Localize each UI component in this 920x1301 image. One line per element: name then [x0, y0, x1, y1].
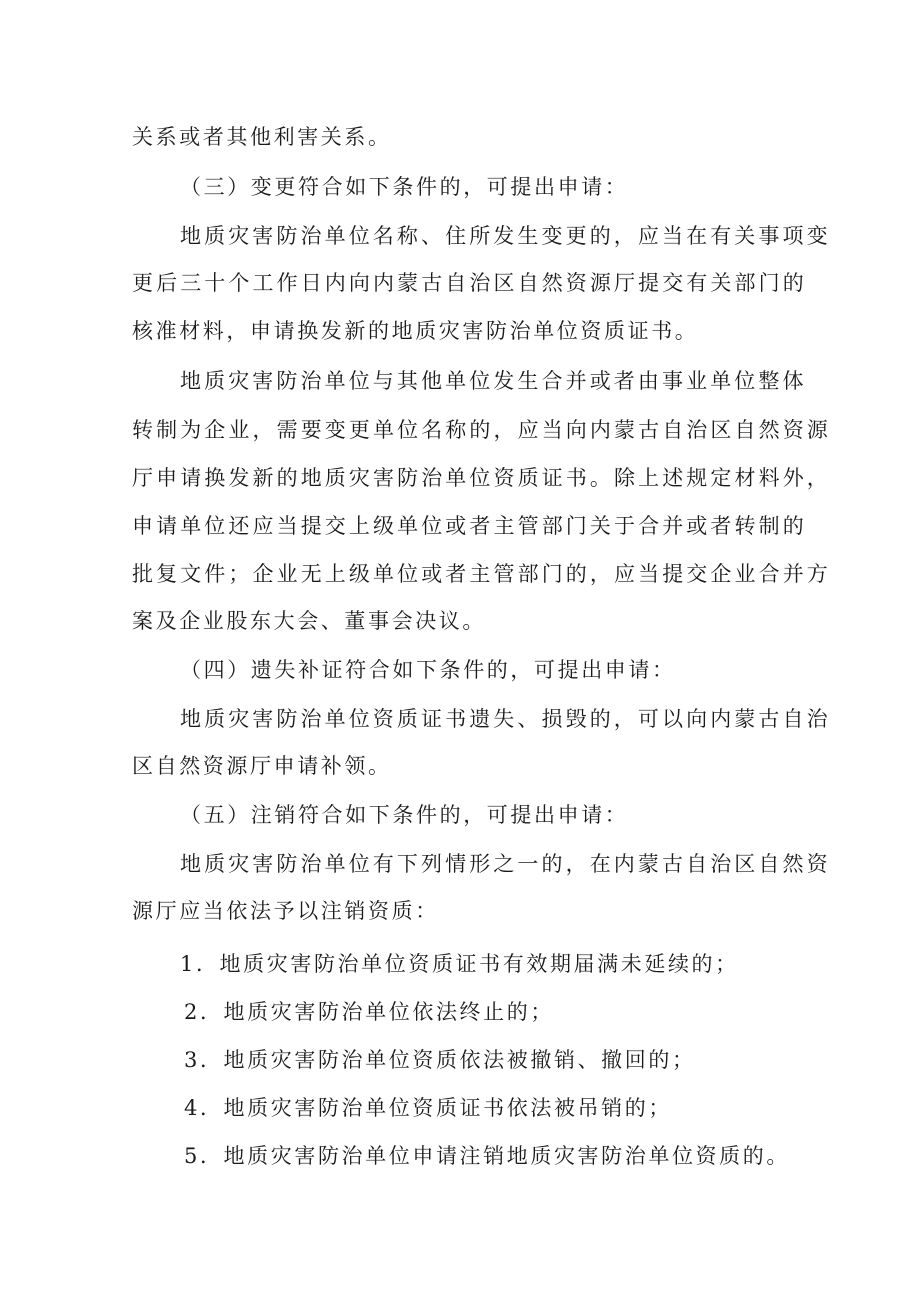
- paragraph-line: 更后三十个工作日内向内蒙古自治区自然资源厅提交有关部门的: [132, 271, 807, 295]
- paragraph-line: 批复文件；企业无上级单位或者主管部门的，应当提交企业合并方: [132, 562, 831, 586]
- paragraph-line: 核准材料，申请换发新的地质灾害防治单位资质证书。: [132, 319, 699, 343]
- section-heading-change: （三）变更符合如下条件的，可提出申请：: [180, 175, 629, 199]
- list-item: 4．地质灾害防治单位资质证书依法被吊销的；: [184, 1096, 672, 1120]
- paragraph-line: 地质灾害防治单位有下列情形之一的，在内蒙古自治区自然资: [180, 852, 831, 876]
- paragraph-line: 地质灾害防治单位资质证书遗失、损毁的，可以向内蒙古自治: [180, 707, 831, 731]
- text-line-continuation: 关系或者其他利害关系。: [132, 125, 392, 149]
- list-item: 5．地质灾害防治单位申请注销地质灾害防治单位资质的。: [184, 1144, 790, 1168]
- section-heading-cancel: （五）注销符合如下条件的，可提出申请：: [180, 803, 629, 827]
- paragraph-line: 区自然资源厅申请补领。: [132, 754, 392, 778]
- paragraph-line: 厅申请换发新的地质灾害防治单位资质证书。除上述规定材料外，: [132, 466, 831, 490]
- section-heading-lost: （四）遗失补证符合如下条件的，可提出申请：: [180, 658, 676, 682]
- paragraph-line: 转制为企业，需要变更单位名称的，应当向内蒙古自治区自然资源: [132, 418, 831, 442]
- list-item: 1．地质灾害防治单位资质证书有效期届满未延续的；: [180, 952, 739, 976]
- paragraph-line: 案及企业股东大会、董事会决议。: [132, 609, 486, 633]
- list-item: 3．地质灾害防治单位资质依法被撤销、撤回的；: [184, 1048, 696, 1072]
- paragraph-line: 地质灾害防治单位名称、住所发生变更的，应当在有关事项变: [180, 224, 831, 248]
- paragraph-line: 地质灾害防治单位与其他单位发生合并或者由事业单位整体: [180, 369, 807, 393]
- paragraph-line: 申请单位还应当提交上级单位或者主管部门关于合并或者转制的: [132, 514, 807, 538]
- paragraph-line: 源厅应当依法予以注销资质：: [132, 899, 439, 923]
- list-item: 2．地质灾害防治单位依法终止的；: [184, 1000, 554, 1024]
